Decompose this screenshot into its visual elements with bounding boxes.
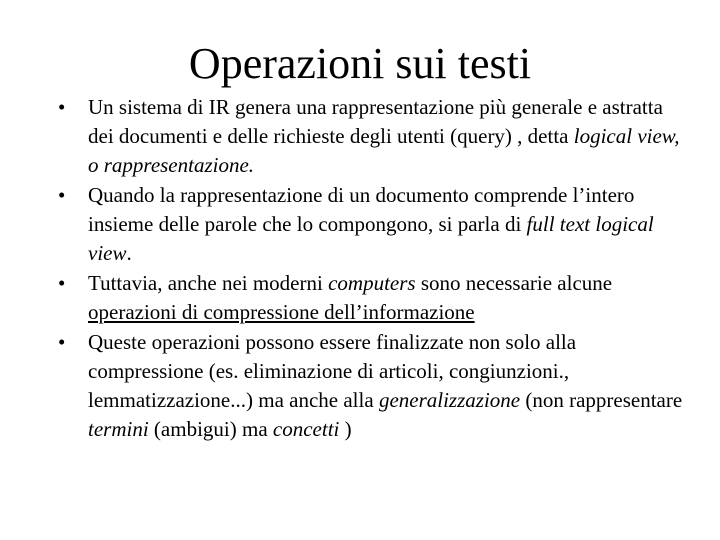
- bullet-item: [58, 93, 688, 180]
- italic-segment: logical view, o rappresentazione.: [88, 124, 680, 177]
- italic-segment: full text logical view: [88, 212, 654, 265]
- bullet-list: [58, 93, 688, 445]
- bullet-item: [58, 181, 688, 268]
- bullet-text: [88, 271, 612, 324]
- text-segment: (ambigui) ma: [148, 417, 273, 441]
- bullet-text: [88, 95, 680, 177]
- italic-segment: concetti: [272, 417, 340, 441]
- bullet-text: [88, 183, 654, 265]
- underlined-segment: operazioni di compressione dell’informazione: [88, 300, 475, 324]
- text-segment: Tuttavia, anche nei moderni: [88, 271, 329, 295]
- bullet-icon: •: [58, 271, 66, 295]
- bullet-icon: •: [58, 330, 66, 354]
- bullet-icon: •: [58, 95, 66, 119]
- bullet-icon: •: [58, 183, 66, 207]
- bullet-text: [88, 330, 682, 441]
- italic-segment: generalizzazione: [378, 388, 521, 412]
- text-segment: ): [339, 417, 352, 441]
- italic-segment: computers: [328, 271, 416, 295]
- text-segment: sono necessarie alcune: [415, 271, 613, 295]
- text-segment: Un sistema di IR genera una rappresentazione più generale e astratta dei documenti e delle richieste degli utenti (query) , detta: [88, 95, 663, 148]
- text-segment: Quando la rappresentazione di un documento comprende l’intero insieme delle parole che lo compongono, si parla di: [88, 183, 635, 236]
- slide-title: Operazioni sui testi: [188, 39, 532, 88]
- bullet-item: [58, 328, 688, 444]
- bullet-item: [58, 269, 688, 327]
- text-segment: (non rappresentare: [520, 388, 683, 412]
- italic-segment: termini: [88, 417, 149, 441]
- text-segment: Queste operazioni possono essere finalizzate non solo alla compressione (es. eliminazione di articoli, congiunzioni., lemmatizzazione...) ma anche alla: [88, 330, 577, 412]
- text-segment: .: [126, 241, 132, 265]
